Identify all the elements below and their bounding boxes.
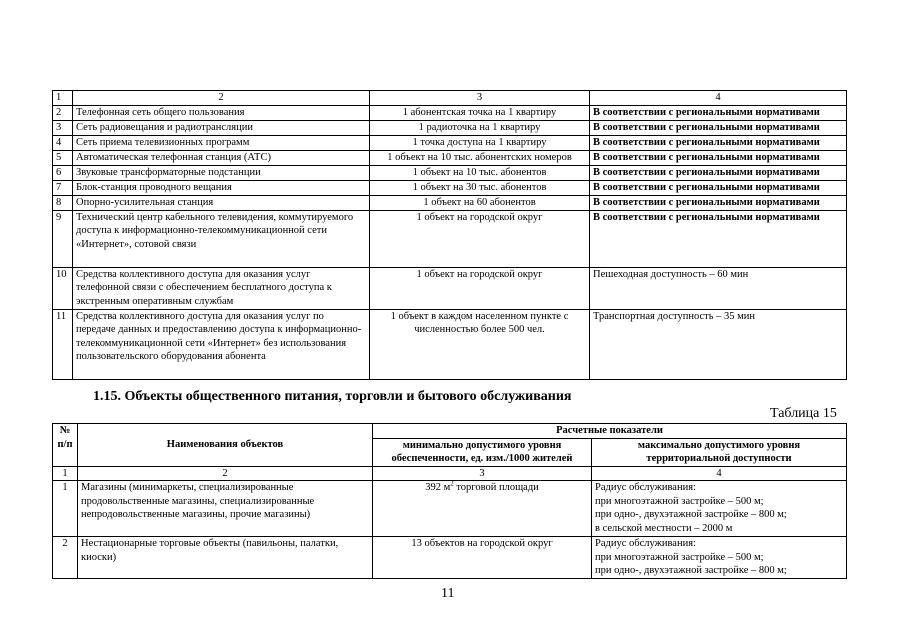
object-name: Телефонная сеть общего пользования	[73, 105, 370, 120]
min-level: 1 радиоточка на 1 квартиру	[370, 120, 590, 135]
object-name: Технический центр кабельного телевидения, коммутируемого доступа к информационно-телекоммуникационной сети «Интернет», сотовой связи	[73, 210, 370, 267]
table-row	[53, 195, 847, 210]
page-number: 11	[441, 586, 455, 601]
row-number: 6	[53, 165, 73, 180]
min-level: 1 объект на 60 абонентов	[370, 195, 590, 210]
max-level: Пешеходная доступность – 60 мин	[590, 267, 847, 309]
max-level: Транспортная доступность – 35 мин	[590, 309, 847, 379]
col-min-header: минимально допустимого уровня обеспеченности, ед. изм./1000 жителей	[373, 438, 592, 466]
max-level: В соответствии с региональными нормативами	[590, 210, 847, 267]
table-row	[53, 309, 847, 379]
row-number: 1	[53, 481, 78, 537]
max-level: В соответствии с региональными нормативами	[590, 105, 847, 120]
max-level: В соответствии с региональными нормативами	[590, 165, 847, 180]
table-row	[53, 537, 847, 579]
min-level: 1 объект в каждом населенном пункте с численностью более 500 чел.	[370, 309, 590, 379]
header-cell: 3	[370, 91, 590, 106]
row-number: 2	[53, 537, 78, 579]
table-row	[53, 210, 847, 267]
max-level	[592, 481, 847, 537]
row-number: 9	[53, 210, 73, 267]
trade-objects-table	[52, 423, 847, 579]
table-row	[53, 150, 847, 165]
table-row	[53, 105, 847, 120]
row-number: 8	[53, 195, 73, 210]
row-number: 2	[53, 105, 73, 120]
min-level: 1 абонентская точка на 1 квартиру	[370, 105, 590, 120]
table-row	[53, 267, 847, 309]
header-cell: 1	[53, 91, 73, 106]
col-name-header: Наименования объектов	[78, 424, 373, 467]
row-number: 3	[53, 120, 73, 135]
object-name: Сеть приема телевизионных программ	[73, 135, 370, 150]
col-number-header: № п/п	[53, 424, 78, 467]
max-level	[592, 537, 847, 579]
index-cell: 4	[592, 466, 847, 481]
max-level: В соответствии с региональными нормативами	[590, 150, 847, 165]
header-cell: 4	[590, 91, 847, 106]
table-label: Таблица 15	[770, 406, 837, 421]
object-name: Средства коллективного доступа для оказания услуг по передаче данных и предоставлению доступа к информационно-телекоммуникационной сети «Интернет» без использования пользовательского оборудования абонента	[73, 309, 370, 379]
header-row	[53, 424, 847, 439]
max-line: при многоэтажной застройке – 500 м;	[595, 551, 764, 563]
object-name: Средства коллективного доступа для оказания услуг телефонной связи с обеспечением бесплатного доступа к экстренным оперативным службам	[73, 267, 370, 309]
index-row	[53, 91, 847, 106]
table-row	[53, 165, 847, 180]
max-line: при одно-, двухэтажной застройке – 800 м;	[595, 509, 787, 520]
index-cell: 2	[78, 466, 373, 481]
object-name: Сеть радиовещания и радиотрансляции	[73, 120, 370, 135]
min-level: 1 объект на 30 тыс. абонентов	[370, 180, 590, 195]
row-number: 5	[53, 150, 73, 165]
header-cell: 2	[73, 91, 370, 106]
min-level	[373, 481, 592, 537]
object-name: Звуковые трансформаторные подстанции	[73, 165, 370, 180]
max-level: В соответствии с региональными нормативами	[590, 180, 847, 195]
min-level: 1 объект на 10 тыс. абонентских номеров	[370, 150, 590, 165]
min-value: 392 м	[425, 482, 451, 493]
min-unit-sup: 2	[450, 480, 454, 488]
row-number: 11	[53, 309, 73, 379]
min-level: 13 объектов на городской округ	[373, 537, 592, 579]
min-level: 1 объект на городской округ	[370, 210, 590, 267]
object-name: Автоматическая телефонная станция (АТС)	[73, 150, 370, 165]
row-number: 4	[53, 135, 73, 150]
table-row	[53, 481, 847, 537]
col-calc-header: Расчетные показатели	[373, 424, 847, 439]
object-name: Нестационарные торговые объекты (павильоны, палатки, киоски)	[78, 537, 373, 579]
object-name: Опорно-усилительная станция	[73, 195, 370, 210]
max-line: при одно-, двухэтажной застройке – 800 м;	[595, 565, 787, 576]
max-level: В соответствии с региональными нормативами	[590, 120, 847, 135]
section-heading: 1.15. Объекты общественного питания, торговли и бытового обслуживания	[93, 389, 572, 404]
min-rest: торговой площади	[453, 482, 539, 493]
max-level: В соответствии с региональными нормативами	[590, 135, 847, 150]
object-name: Магазины (минимаркеты, специализированные продовольственные магазины, специализированные непродовольственные магазины, прочие магазины)	[78, 481, 373, 537]
communications-table	[52, 90, 847, 380]
row-number: 10	[53, 267, 73, 309]
table-row	[53, 135, 847, 150]
max-line: Радиус обслуживания:	[595, 482, 696, 493]
max-level: В соответствии с региональными нормативами	[590, 195, 847, 210]
max-line: Радиус обслуживания:	[595, 538, 696, 549]
index-cell: 1	[53, 466, 78, 481]
table-row	[53, 180, 847, 195]
max-line: в сельской местности – 2000 м	[595, 522, 733, 534]
col-max-header: максимально допустимого уровня территориальной доступности	[592, 438, 847, 466]
object-name: Блок-станция проводного вещания	[73, 180, 370, 195]
max-line: при многоэтажной застройке – 500 м;	[595, 495, 764, 507]
row-number: 7	[53, 180, 73, 195]
min-level: 1 объект на 10 тыс. абонентов	[370, 165, 590, 180]
min-level: 1 точка доступа на 1 квартиру	[370, 135, 590, 150]
table-row	[53, 120, 847, 135]
min-level: 1 объект на городской округ	[370, 267, 590, 309]
index-cell: 3	[373, 466, 592, 481]
index-row	[53, 466, 847, 481]
